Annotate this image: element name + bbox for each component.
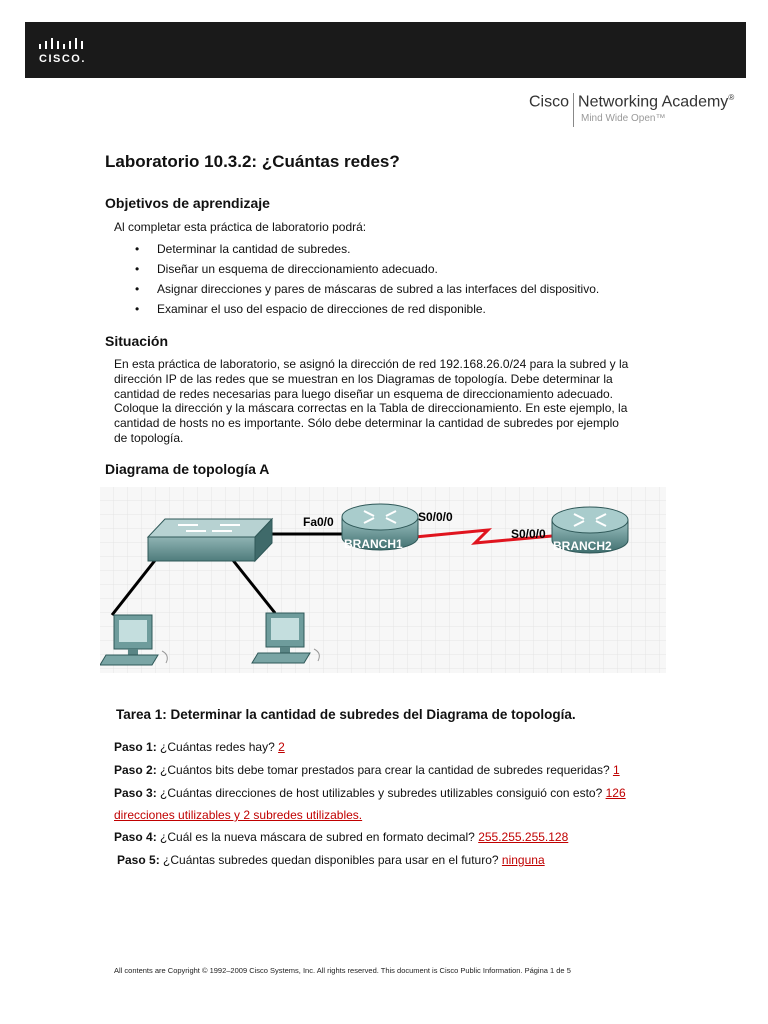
step-5 xyxy=(117,853,545,867)
step-label: Paso 5: xyxy=(117,853,160,867)
task-title: Tarea 1: Determinar la cantidad de subredes del Diagrama de topología. xyxy=(116,707,576,722)
academy-trademark: ® xyxy=(728,93,735,102)
list-item: • Asignar direcciones y pares de máscaras de subred a las interfaces del dispositivo. xyxy=(135,281,599,301)
academy-tagline: Mind Wide Open™ xyxy=(581,113,666,124)
objectives-heading: Objetivos de aprendizaje xyxy=(105,195,270,211)
step-2 xyxy=(114,763,620,777)
step-answer: 2 xyxy=(278,740,285,754)
step-label: Paso 4: xyxy=(114,830,157,844)
router2-label: BRANCH2 xyxy=(553,539,612,553)
situation-line: Coloque la dirección y la máscara correctas en la Tabla de direccionamiento. En este ejemplo, la xyxy=(114,401,628,416)
step-3 xyxy=(114,786,626,800)
objectives-list xyxy=(135,241,599,321)
step-question: ¿Cuántas direcciones de host utilizables y subredes utilizables consiguió con esto? xyxy=(156,786,606,800)
step-answer: 1 xyxy=(612,763,620,777)
academy-right: Networking Academy xyxy=(578,93,729,111)
step-question: ¿Cuántas subredes quedan disponibles para usar en el futuro? xyxy=(159,853,502,867)
step-question: ¿Cuántos bits debe tomar prestados para crear la cantidad de subredes requeridas? xyxy=(156,763,613,777)
header-bar xyxy=(25,22,746,78)
topology-diagram xyxy=(100,487,666,673)
academy-divider xyxy=(573,93,574,127)
switch-icon xyxy=(148,519,272,561)
fa-label: Fa0/0 xyxy=(303,515,334,529)
step-label: Paso 1: xyxy=(114,740,157,754)
step-answer: ninguna xyxy=(501,853,545,867)
s2-label: S0/0/0 xyxy=(511,527,546,541)
situation-line: cantidad de hosts no es importante. Sólo debe determinar la cantidad de subredes por ejemplo xyxy=(114,416,619,431)
situation-line: dirección IP de las redes que se muestran en los Diagramas de topología. Debe determinar la xyxy=(114,371,613,386)
objectives-intro: Al completar esta práctica de laboratorio podrá: xyxy=(114,220,367,234)
academy-left: Cisco xyxy=(529,93,570,111)
step-3-continued xyxy=(114,808,362,822)
step-question: ¿Cuál es la nueva máscara de subred en formato decimal? xyxy=(156,830,479,844)
step-label: Paso 3: xyxy=(114,786,157,800)
situation-line: En esta práctica de laboratorio, se asignó la dirección de red 192.168.26.0/24 para la subred y la xyxy=(114,357,629,371)
page-footer: All contents are Copyright © 1992–2009 Cisco Systems, Inc. All rights reserved. This document is Cisco Public Information. Página 1 de 5 xyxy=(114,966,571,975)
step-answer: 255.255.255.128 xyxy=(478,830,569,844)
page-title: Laboratorio 10.3.2: ¿Cuántas redes? xyxy=(105,152,400,171)
situation-line: de topología. xyxy=(114,430,184,445)
situation-heading: Situación xyxy=(105,333,169,349)
step-answer: 126 xyxy=(605,786,626,800)
s1-label: S0/0/0 xyxy=(418,510,453,524)
step-4 xyxy=(114,830,568,844)
list-item: • Determinar la cantidad de subredes. xyxy=(135,241,599,261)
step-question: ¿Cuántas redes hay? xyxy=(156,740,279,754)
step-1 xyxy=(114,740,285,754)
cisco-wordmark: CISCO. xyxy=(39,53,86,65)
step-label: Paso 2: xyxy=(114,763,157,777)
diagram-heading: Diagrama de topología A xyxy=(105,461,270,477)
list-item: • Examinar el uso del espacio de direcciones de red disponible. xyxy=(135,301,599,321)
step-answer-continued: direcciones utilizables y 2 subredes utilizables. xyxy=(114,808,363,822)
list-item: • Diseñar un esquema de direccionamiento adecuado. xyxy=(135,261,599,281)
situation-line: cantidad de redes necesarias para luego diseñar un esquema de direccionamiento adecuado. xyxy=(114,386,614,401)
situation-text xyxy=(114,357,674,446)
router1-label: BRANCH1 xyxy=(344,537,403,551)
